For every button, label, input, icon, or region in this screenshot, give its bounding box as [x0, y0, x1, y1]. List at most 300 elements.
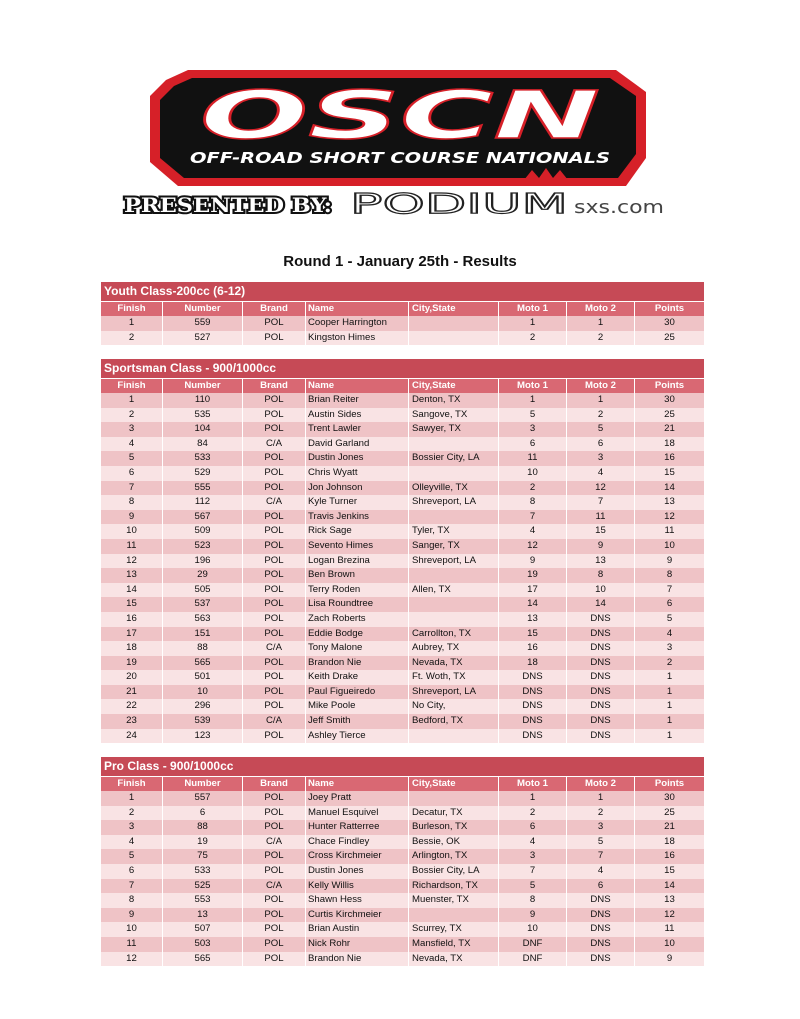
- table-row: [101, 422, 704, 437]
- cell-name: Zach Roberts: [306, 612, 409, 627]
- cell-name: Brandon Nie: [306, 952, 409, 967]
- cell-number: 296: [163, 699, 243, 714]
- cell-brand: POL: [243, 893, 306, 908]
- table-row: [101, 524, 704, 539]
- cell-moto-1: DNS: [499, 685, 567, 700]
- svg-text:PODIUM: PODIUM: [350, 187, 568, 220]
- cell-moto-1: 4: [499, 524, 567, 539]
- table-row: [101, 685, 704, 700]
- cell-city-state: Bossier City, LA: [409, 864, 499, 879]
- cell-finish: 10: [101, 922, 163, 937]
- cell-brand: POL: [243, 331, 306, 346]
- table-row: [101, 495, 704, 510]
- cell-number: 88: [163, 641, 243, 656]
- cell-brand: POL: [243, 597, 306, 612]
- results-title: Round 1 - January 25th - Results: [283, 253, 517, 270]
- cell-points: 1: [666, 671, 673, 683]
- cell-finish: 1: [101, 393, 163, 408]
- cell-brand: POL: [243, 451, 306, 466]
- cell-number: 505: [163, 583, 243, 598]
- column-header-finish: Finish: [101, 302, 163, 316]
- cell-points: 4: [666, 627, 673, 639]
- cell-brand: POL: [243, 791, 306, 806]
- table-row: [101, 835, 704, 850]
- table-row: [101, 539, 704, 554]
- table-row: [101, 466, 704, 481]
- cell-brand: POL: [243, 393, 306, 408]
- cell-points: 25: [664, 331, 675, 343]
- cell-finish: 19: [101, 656, 163, 671]
- table-row: [101, 554, 704, 569]
- cell-moto-1: 13: [499, 612, 567, 627]
- cell-brand: POL: [243, 524, 306, 539]
- cell-points: 11: [664, 923, 675, 935]
- table-row: [101, 952, 704, 967]
- table-row: [101, 393, 704, 408]
- cell-moto-2: DNS: [567, 656, 635, 671]
- cell-brand: C/A: [243, 641, 306, 656]
- cell-moto-1: 7: [499, 864, 567, 879]
- cell-moto-1: 2: [499, 806, 567, 821]
- column-header-brand: Brand: [243, 379, 306, 393]
- cell-name: Sevento Himes: [306, 539, 409, 554]
- cell-city-state: Sawyer, TX: [409, 422, 499, 437]
- svg-text:OFF-ROAD SHORT COURSE NATIONAL: OFF-ROAD SHORT COURSE NATIONALS: [190, 149, 610, 167]
- svg-text:PRESENTED BY:: PRESENTED BY:: [124, 193, 332, 217]
- cell-points: 11: [664, 525, 675, 537]
- cell-name: Chace Findley: [306, 835, 409, 850]
- cell-finish: 8: [101, 495, 163, 510]
- cell-moto-1: DNS: [499, 714, 567, 729]
- cell-number: 529: [163, 466, 243, 481]
- cell-moto-2: 3: [567, 451, 635, 466]
- cell-moto-2: DNS: [567, 714, 635, 729]
- cell-moto-1: 19: [499, 568, 567, 583]
- cell-city-state: Arlington, TX: [409, 849, 499, 864]
- cell-moto-1: 1: [499, 791, 567, 806]
- cell-brand: POL: [243, 849, 306, 864]
- column-header-number: Number: [163, 302, 243, 316]
- cell-number: 503: [163, 937, 243, 952]
- cell-brand: POL: [243, 908, 306, 923]
- cell-moto-2: 4: [567, 466, 635, 481]
- cell-moto-1: 9: [499, 554, 567, 569]
- cell-moto-2: DNS: [567, 893, 635, 908]
- cell-points: 15: [664, 864, 675, 876]
- column-header-points: Points: [654, 380, 685, 391]
- cell-city-state: Scurrey, TX: [409, 922, 499, 937]
- cell-moto-1: DNS: [499, 699, 567, 714]
- cell-finish: 22: [101, 699, 163, 714]
- cell-moto-2: 11: [567, 510, 635, 525]
- cell-moto-2: DNS: [567, 670, 635, 685]
- cell-finish: 3: [101, 422, 163, 437]
- cell-name: Tony Malone: [306, 641, 409, 656]
- cell-name: Brandon Nie: [306, 656, 409, 671]
- cell-points: 6: [666, 598, 673, 610]
- cell-brand: POL: [243, 729, 306, 744]
- cell-moto-2: DNS: [567, 699, 635, 714]
- cell-number: 527: [163, 331, 243, 346]
- cell-city-state: [409, 466, 499, 481]
- cell-finish: 10: [101, 524, 163, 539]
- table-row: [101, 879, 704, 894]
- cell-number: 567: [163, 510, 243, 525]
- cell-brand: C/A: [243, 437, 306, 452]
- cell-points: 8: [666, 569, 673, 581]
- cell-finish: 11: [101, 937, 163, 952]
- cell-moto-2: 13: [567, 554, 635, 569]
- section-youth-class: [101, 282, 704, 345]
- table-row: [101, 849, 704, 864]
- table-row: [101, 864, 704, 879]
- cell-brand: POL: [243, 316, 306, 331]
- cell-moto-2: DNS: [567, 908, 635, 923]
- cell-name: Hunter Ratterree: [306, 820, 409, 835]
- cell-finish: 23: [101, 714, 163, 729]
- cell-points: 14: [664, 879, 675, 891]
- cell-number: 6: [163, 806, 243, 821]
- cell-moto-1: 8: [499, 495, 567, 510]
- cell-points: 1: [666, 715, 673, 727]
- cell-moto-1: DNF: [499, 952, 567, 967]
- table-row: [101, 583, 704, 598]
- section-sportsman-class: [101, 359, 704, 743]
- table-row: [101, 481, 704, 496]
- cell-finish: 24: [101, 729, 163, 744]
- cell-moto-1: 1: [499, 316, 567, 331]
- cell-number: 112: [163, 495, 243, 510]
- cell-moto-1: 2: [499, 331, 567, 346]
- table-row: [101, 729, 704, 744]
- cell-moto-2: 15: [567, 524, 635, 539]
- cell-city-state: [409, 729, 499, 744]
- cell-points: 10: [664, 539, 675, 551]
- cell-name: Nick Rohr: [306, 937, 409, 952]
- column-header-points: Points: [654, 303, 685, 314]
- cell-points: 16: [664, 452, 675, 464]
- cell-moto-2: 1: [567, 791, 635, 806]
- cell-points: 30: [664, 394, 675, 405]
- column-header-moto-1: Moto 1: [499, 302, 567, 316]
- cell-points: 7: [666, 583, 673, 595]
- cell-number: 539: [163, 714, 243, 729]
- cell-name: Dustin Jones: [306, 451, 409, 466]
- cell-brand: POL: [243, 820, 306, 835]
- cell-moto-2: DNS: [567, 641, 635, 656]
- cell-moto-1: 10: [499, 922, 567, 937]
- cell-brand: POL: [243, 952, 306, 967]
- table-row: [101, 893, 704, 908]
- cell-moto-1: 5: [499, 408, 567, 423]
- cell-name: Ashley Tierce: [306, 729, 409, 744]
- cell-points: 25: [664, 408, 675, 420]
- table-row: [101, 922, 704, 937]
- cell-finish: 17: [101, 627, 163, 642]
- cell-moto-2: DNS: [567, 922, 635, 937]
- cell-number: 557: [163, 791, 243, 806]
- cell-moto-1: 14: [499, 597, 567, 612]
- cell-city-state: Olleyville, TX: [409, 481, 499, 496]
- cell-brand: C/A: [243, 835, 306, 850]
- cell-moto-2: DNS: [567, 952, 635, 967]
- cell-moto-1: 8: [499, 893, 567, 908]
- cell-number: 104: [163, 422, 243, 437]
- table-row: [101, 670, 704, 685]
- cell-points: 25: [664, 806, 675, 818]
- cell-finish: 12: [101, 554, 163, 569]
- cell-name: Travis Jenkins: [306, 510, 409, 525]
- cell-name: Mike Poole: [306, 699, 409, 714]
- cell-city-state: Allen, TX: [409, 583, 499, 598]
- cell-moto-2: 14: [567, 597, 635, 612]
- cell-number: 565: [163, 656, 243, 671]
- cell-name: Kyle Turner: [306, 495, 409, 510]
- cell-number: 110: [163, 393, 243, 408]
- cell-city-state: [409, 316, 499, 331]
- cell-moto-2: 8: [567, 568, 635, 583]
- column-header-moto-1: Moto 1: [499, 777, 567, 791]
- cell-city-state: [409, 597, 499, 612]
- cell-brand: POL: [243, 627, 306, 642]
- cell-city-state: Decatur, TX: [409, 806, 499, 821]
- cell-brand: POL: [243, 408, 306, 423]
- table-row: [101, 451, 704, 466]
- cell-finish: 9: [101, 510, 163, 525]
- cell-moto-1: DNF: [499, 937, 567, 952]
- cell-points: 18: [664, 835, 675, 847]
- cell-number: 75: [163, 849, 243, 864]
- column-header-moto-2: Moto 2: [567, 379, 635, 393]
- cell-city-state: Bessie, OK: [409, 835, 499, 850]
- column-header-moto-2: Moto 2: [567, 302, 635, 316]
- column-header-number: Number: [163, 777, 243, 791]
- column-header-name: Name: [306, 302, 409, 316]
- cell-city-state: [409, 612, 499, 627]
- svg-text:OSCN: OSCN: [200, 77, 600, 154]
- oscn-logo: [118, 62, 682, 232]
- table-row: [101, 627, 704, 642]
- column-header-moto-2: Moto 2: [567, 777, 635, 791]
- column-header-points: Points: [654, 778, 685, 789]
- cell-moto-2: 10: [567, 583, 635, 598]
- cell-brand: POL: [243, 699, 306, 714]
- table-header-row: [101, 379, 704, 393]
- section-title: Youth Class-200cc (6-12): [101, 282, 704, 302]
- table-row: [101, 612, 704, 627]
- cell-points: 13: [664, 894, 675, 906]
- cell-moto-2: DNS: [567, 937, 635, 952]
- cell-finish: 3: [101, 820, 163, 835]
- cell-points: 1: [666, 700, 673, 712]
- cell-city-state: Bossier City, LA: [409, 451, 499, 466]
- cell-city-state: Ft. Woth, TX: [409, 670, 499, 685]
- cell-name: Eddie Bodge: [306, 627, 409, 642]
- cell-name: Chris Wyatt: [306, 466, 409, 481]
- cell-finish: 13: [101, 568, 163, 583]
- cell-moto-1: 10: [499, 466, 567, 481]
- cell-city-state: Richardson, TX: [409, 879, 499, 894]
- table-row: [101, 316, 704, 331]
- cell-city-state: [409, 908, 499, 923]
- cell-moto-2: 6: [567, 437, 635, 452]
- cell-city-state: Mansfield, TX: [409, 937, 499, 952]
- cell-brand: POL: [243, 864, 306, 879]
- column-header-city-state: City,State: [409, 302, 499, 316]
- cell-finish: 4: [101, 437, 163, 452]
- cell-name: Paul Figueiredo: [306, 685, 409, 700]
- cell-brand: C/A: [243, 495, 306, 510]
- column-header-brand: Brand: [243, 302, 306, 316]
- cell-moto-2: 5: [567, 422, 635, 437]
- table-row: [101, 331, 704, 346]
- cell-name: Cooper Harrington: [306, 316, 409, 331]
- cell-city-state: Aubrey, TX: [409, 641, 499, 656]
- cell-city-state: Sanger, TX: [409, 539, 499, 554]
- cell-number: 123: [163, 729, 243, 744]
- cell-brand: POL: [243, 568, 306, 583]
- cell-moto-1: 17: [499, 583, 567, 598]
- cell-city-state: Sangove, TX: [409, 408, 499, 423]
- cell-city-state: Burleson, TX: [409, 820, 499, 835]
- cell-brand: POL: [243, 937, 306, 952]
- cell-city-state: Nevada, TX: [409, 952, 499, 967]
- cell-number: 537: [163, 597, 243, 612]
- cell-name: Brian Reiter: [306, 393, 409, 408]
- cell-points: 21: [664, 423, 675, 435]
- cell-number: 525: [163, 879, 243, 894]
- cell-moto-1: 11: [499, 451, 567, 466]
- cell-finish: 11: [101, 539, 163, 554]
- cell-number: 88: [163, 820, 243, 835]
- cell-finish: 8: [101, 893, 163, 908]
- cell-points: 12: [664, 510, 675, 522]
- cell-brand: POL: [243, 612, 306, 627]
- column-header-name: Name: [306, 379, 409, 393]
- cell-brand: POL: [243, 670, 306, 685]
- cell-moto-1: 5: [499, 879, 567, 894]
- column-header-name: Name: [306, 777, 409, 791]
- cell-moto-1: 16: [499, 641, 567, 656]
- table-row: [101, 656, 704, 671]
- cell-finish: 2: [101, 331, 163, 346]
- cell-finish: 14: [101, 583, 163, 598]
- cell-finish: 16: [101, 612, 163, 627]
- cell-finish: 6: [101, 864, 163, 879]
- cell-city-state: Nevada, TX: [409, 656, 499, 671]
- table-row: [101, 437, 704, 452]
- cell-brand: POL: [243, 583, 306, 598]
- cell-points: 10: [664, 937, 675, 949]
- cell-name: Austin Sides: [306, 408, 409, 423]
- cell-points: 1: [666, 729, 673, 741]
- cell-points: 15: [664, 466, 675, 478]
- cell-city-state: Carrollton, TX: [409, 627, 499, 642]
- cell-number: 555: [163, 481, 243, 496]
- cell-points: 21: [664, 821, 675, 833]
- cell-moto-1: 12: [499, 539, 567, 554]
- cell-brand: POL: [243, 922, 306, 937]
- cell-name: Rick Sage: [306, 524, 409, 539]
- cell-city-state: Shreveport, LA: [409, 685, 499, 700]
- cell-number: 84: [163, 437, 243, 452]
- table-row: [101, 510, 704, 525]
- cell-brand: C/A: [243, 879, 306, 894]
- cell-number: 19: [163, 835, 243, 850]
- cell-name: Dustin Jones: [306, 864, 409, 879]
- cell-moto-1: 18: [499, 656, 567, 671]
- cell-points: 12: [664, 908, 675, 920]
- table-header-row: [101, 302, 704, 316]
- cell-name: Lisa Roundtree: [306, 597, 409, 612]
- cell-moto-2: 1: [567, 393, 635, 408]
- cell-finish: 1: [101, 791, 163, 806]
- table-row: [101, 908, 704, 923]
- column-header-brand: Brand: [243, 777, 306, 791]
- cell-finish: 5: [101, 451, 163, 466]
- table-row: [101, 714, 704, 729]
- cell-moto-2: DNS: [567, 612, 635, 627]
- column-header-moto-1: Moto 1: [499, 379, 567, 393]
- cell-number: 13: [163, 908, 243, 923]
- cell-moto-2: DNS: [567, 729, 635, 744]
- cell-brand: POL: [243, 554, 306, 569]
- cell-moto-1: 7: [499, 510, 567, 525]
- cell-number: 553: [163, 893, 243, 908]
- cell-points: 9: [666, 952, 673, 964]
- cell-finish: 12: [101, 952, 163, 967]
- cell-number: 535: [163, 408, 243, 423]
- cell-finish: 15: [101, 597, 163, 612]
- svg-text:sxs.com: sxs.com: [574, 197, 664, 218]
- cell-finish: 4: [101, 835, 163, 850]
- cell-number: 559: [163, 316, 243, 331]
- cell-points: 2: [666, 656, 673, 668]
- cell-city-state: No City,: [409, 699, 499, 714]
- cell-points: 30: [664, 317, 675, 328]
- cell-points: 13: [664, 496, 675, 508]
- cell-moto-1: DNS: [499, 670, 567, 685]
- cell-moto-1: 15: [499, 627, 567, 642]
- cell-finish: 21: [101, 685, 163, 700]
- cell-number: 563: [163, 612, 243, 627]
- cell-points: 16: [664, 850, 675, 862]
- table-row: [101, 408, 704, 423]
- cell-moto-1: 3: [499, 849, 567, 864]
- cell-name: Cross Kirchmeier: [306, 849, 409, 864]
- table-row: [101, 820, 704, 835]
- cell-moto-1: 9: [499, 908, 567, 923]
- cell-moto-2: 5: [567, 835, 635, 850]
- cell-number: 196: [163, 554, 243, 569]
- cell-finish: 7: [101, 879, 163, 894]
- cell-brand: POL: [243, 466, 306, 481]
- column-header-finish: Finish: [101, 379, 163, 393]
- table-row: [101, 568, 704, 583]
- cell-moto-1: 4: [499, 835, 567, 850]
- column-header-finish: Finish: [101, 777, 163, 791]
- cell-finish: 5: [101, 849, 163, 864]
- cell-finish: 6: [101, 466, 163, 481]
- cell-points: 3: [666, 642, 673, 654]
- cell-name: Trent Lawler: [306, 422, 409, 437]
- cell-number: 10: [163, 685, 243, 700]
- cell-moto-2: 4: [567, 864, 635, 879]
- cell-name: Shawn Hess: [306, 893, 409, 908]
- cell-name: Brian Austin: [306, 922, 409, 937]
- cell-number: 151: [163, 627, 243, 642]
- cell-city-state: Shreveport, LA: [409, 554, 499, 569]
